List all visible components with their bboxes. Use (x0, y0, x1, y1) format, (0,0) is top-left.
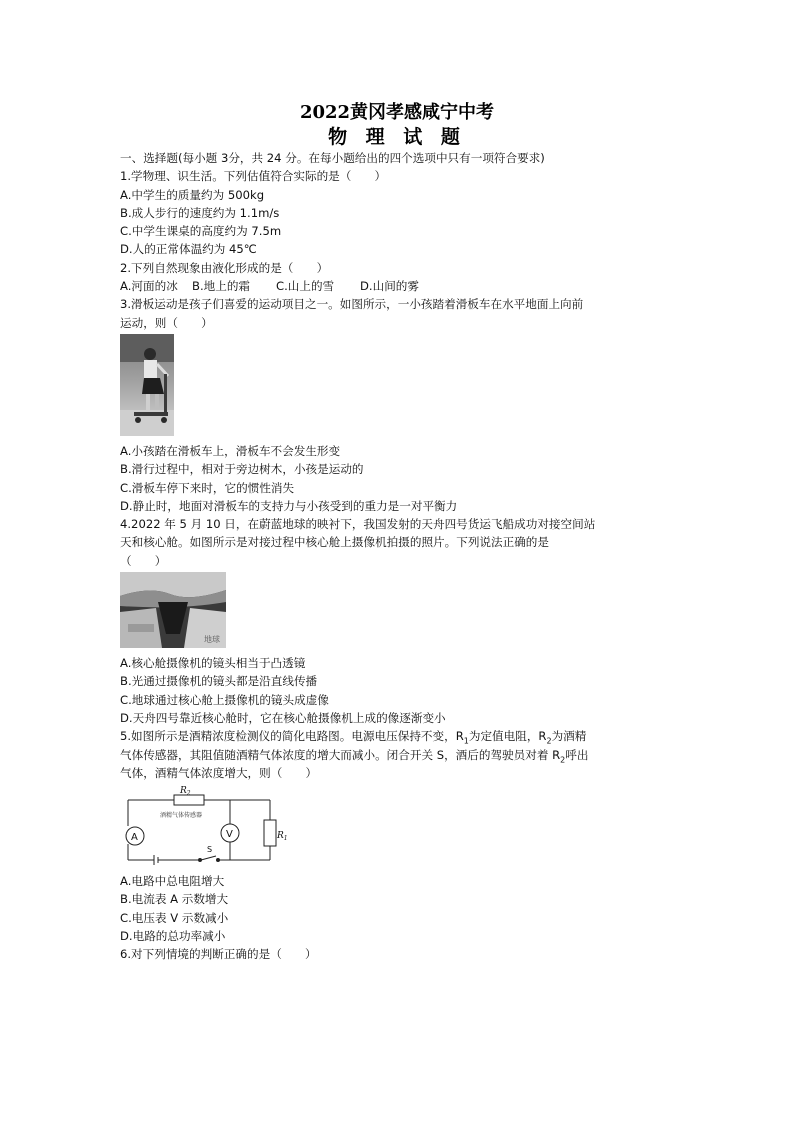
q5-stem-line3: 气体，酒精气体浓度增大，则（ ） (120, 765, 318, 780)
docking-photo-label: 地球 (204, 635, 220, 645)
q4-option-d: D.天舟四号靠近核心舱时，它在核心舱摄像机上成的像逐渐变小 (120, 710, 446, 725)
q5-stem-line1 (120, 727, 680, 745)
exam-subtitle: 物 理 试 题 (328, 126, 466, 148)
r2-subscript: 2 (546, 736, 552, 746)
q5-stem2-part2: 呼出 (565, 747, 589, 762)
q2-option-b: B.地上的霜 (192, 279, 251, 294)
q4-stem-line3: （ ） (120, 553, 167, 568)
q5-option-a: A.电路中总电阻增大 (120, 874, 225, 889)
docking-photo (120, 572, 226, 648)
q3-option-c: C.滑板车停下来时，它的惯性消失 (120, 480, 295, 495)
q5-stem-line2 (120, 746, 680, 764)
q5-option-d: D.电路的总功率减小 (120, 929, 226, 944)
q1-option-b: B.成人步行的速度约为 1.1m/s (120, 205, 280, 220)
q1-option-d: D.人的正常体温约为 45℃ (120, 242, 257, 257)
q4-stem-line1: 4.2022 年 5 月 10 日，在蔚蓝地球的映衬下，我国发射的天舟四号货运飞船成功对接空间站 (120, 517, 596, 532)
q4-stem-line2: 天和核心舱。如图所示是对接过程中核心舱上摄像机拍摄的照片。下列说法正确的是 (120, 535, 549, 550)
q4-option-c: C.地球通过核心舱上摄像机的镜头成虚像 (120, 692, 329, 707)
q5-option-b: B.电流表 A 示数增大 (120, 892, 229, 907)
q1-option-a: A.中学生的质量约为 500kg (120, 187, 265, 202)
section-heading: 一、选择题(每小题 3分，共 24 分。在每小题给出的四个选项中只有一项符合要求) (120, 151, 545, 165)
q3-option-d: D.静止时，地面对滑板车的支持力与小孩受到的重力是一对平衡力 (120, 498, 458, 513)
r2-label: $R_2$ (180, 786, 191, 798)
q5-stem1-part3: 为酒精 (551, 729, 587, 744)
r1-subscript: 1 (463, 736, 469, 746)
q4-option-a: A.核心舱摄像机的镜头相当于凸透镜 (120, 656, 306, 671)
q2-options (120, 277, 680, 295)
q3-option-a: A.小孩踏在滑板车上，滑板车不会发生形变 (120, 443, 341, 458)
q1-stem: 1.学物理、识生活。下列估值符合实际的是（ ） (120, 169, 387, 184)
q5-stem2-part1: 气体传感器，其阻值随酒精气体浓度的增大而减小。闭合开关 S，酒后的驾驶员对着 R (120, 747, 561, 762)
q3-stem-line2: 运动，则（ ） (120, 315, 213, 330)
r2-subscript-2: 2 (560, 754, 566, 764)
circuit-diagram (120, 786, 288, 870)
q2-option-a: A.河面的冰 (120, 279, 178, 294)
switch-label: S (207, 845, 213, 855)
q3-option-b: B.滑行过程中，相对于旁边树木，小孩是运动的 (120, 462, 364, 477)
skateboard-photo (120, 334, 174, 436)
exam-content (120, 149, 680, 964)
q5-option-c: C.电压表 V 示数减小 (120, 910, 229, 925)
exam-title: 2022黄冈孝感咸宁中考 (299, 102, 495, 123)
q6-stem: 6.对下列情境的判断正确的是（ ） (120, 947, 317, 962)
q2-stem: 2.下列自然现象由液化形成的是（ ） (120, 260, 329, 275)
q2-option-d: D.山间的雾 (360, 279, 419, 294)
q1-option-c: C.中学生课桌的高度约为 7.5m (120, 224, 282, 239)
voltmeter-symbol: V (226, 829, 233, 841)
r1-label: $R_1$ (277, 831, 288, 843)
ammeter-symbol: A (131, 832, 138, 844)
q4-option-b: B.光通过摄像机的镜头都是沿直线传播 (120, 674, 318, 689)
q5-stem1-part1: 5.如图所示是酒精浓度检测仪的简化电路图。电源电压保持不变，R (120, 729, 464, 744)
q5-stem1-part2: 为定值电阻，R (468, 729, 547, 744)
q2-option-c: C.山上的雪 (276, 279, 335, 294)
q3-stem-line1: 3.滑板运动是孩子们喜爱的运动项目之一。如图所示，一小孩踏着滑板车在水平地面上向前 (120, 297, 584, 312)
sensor-label: 酒精气体传感器 (160, 812, 203, 820)
